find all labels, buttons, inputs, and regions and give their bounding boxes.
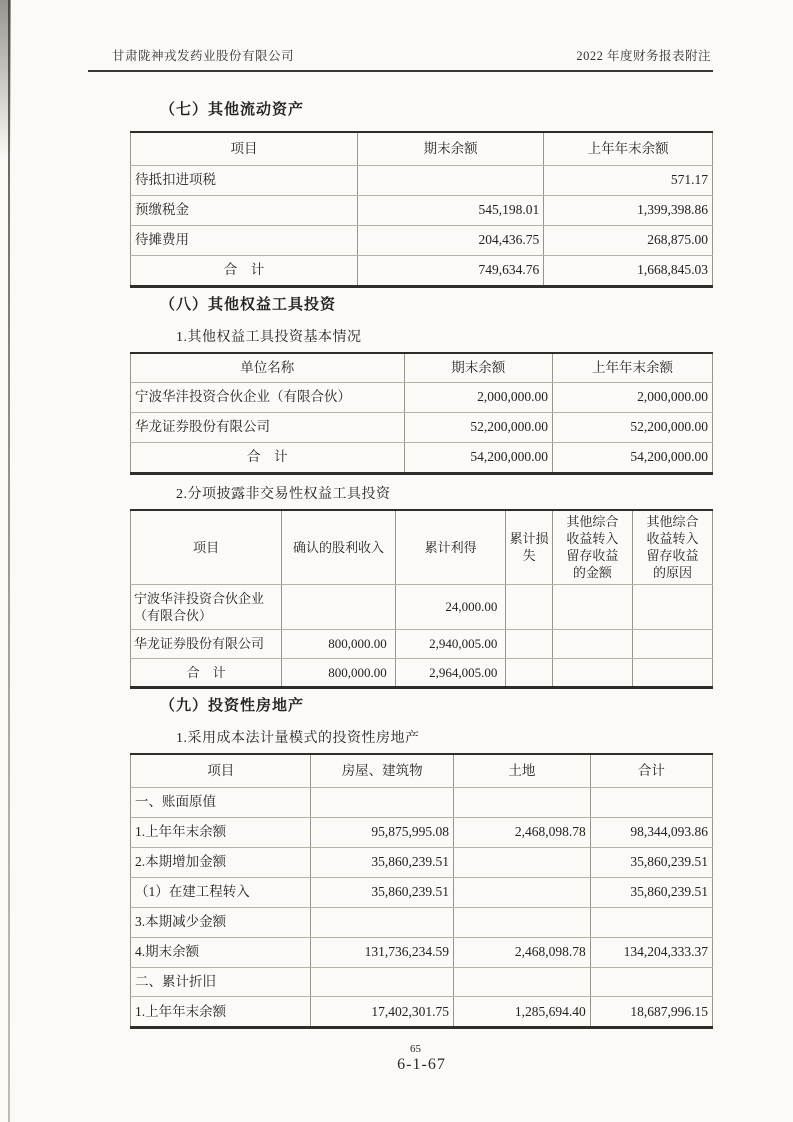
nontrading-equity-table	[130, 509, 713, 689]
cell-value: 749,634.76	[357, 255, 543, 286]
row-label: 1.上年年末余额	[131, 997, 311, 1028]
cell-value	[552, 584, 632, 630]
cell-value	[506, 584, 553, 630]
cell-value: 52,200,000.00	[552, 412, 712, 442]
table-row	[131, 584, 713, 630]
total-row	[131, 658, 713, 687]
cell-value: 2,468,098.78	[453, 937, 590, 967]
cell-value: 35,860,239.51	[590, 877, 712, 907]
table-row	[131, 382, 713, 412]
cell-value: 131,736,234.59	[311, 937, 454, 967]
cell-value	[311, 787, 454, 817]
row-label: 4.期末余额	[131, 937, 311, 967]
page-header	[88, 46, 713, 72]
other-current-assets-table	[130, 131, 713, 288]
table-header-row	[131, 754, 713, 787]
cell-value: 35,860,239.51	[311, 877, 454, 907]
cell-value	[311, 907, 454, 937]
cell-value: 204,436.75	[357, 225, 543, 255]
report-title: 2022 年度财务报表附注	[576, 49, 711, 63]
company-name: 甘肃陇神戎发药业股份有限公司	[112, 49, 295, 63]
row-label: 宁波华沣投资合伙企业（有限合伙）	[131, 584, 282, 630]
subsection-title-nontrading-equity: 2.分项披露非交易性权益工具投资	[176, 486, 391, 502]
column-header: 房屋、建筑物	[311, 754, 454, 787]
table-row	[131, 937, 713, 967]
cell-value: 2,468,098.78	[453, 817, 590, 847]
cell-value: 1,668,845.03	[544, 255, 713, 286]
section-title-other-equity-investments: （八）其他权益工具投资	[160, 296, 337, 313]
cell-value	[282, 584, 395, 630]
scan-corner-shadow	[0, 0, 11, 160]
cell-value	[632, 658, 712, 687]
table-header-row	[131, 132, 713, 165]
cell-value: 54,200,000.00	[552, 442, 712, 473]
cell-value: 35,860,239.51	[311, 847, 454, 877]
investment-property-table	[130, 753, 713, 1030]
row-label: 二、累计折旧	[131, 967, 311, 997]
row-label: 3.本期减少金额	[131, 907, 311, 937]
row-label: （1）在建工程转入	[131, 877, 311, 907]
cell-value	[506, 658, 553, 687]
row-label: 待抵扣进项税	[131, 165, 358, 195]
cell-value	[590, 967, 712, 997]
page-footer	[130, 1044, 713, 1074]
table-row	[131, 847, 713, 877]
row-label: 合 计	[131, 658, 282, 687]
cell-value: 2,000,000.00	[552, 382, 712, 412]
row-label: 华龙证券股份有限公司	[131, 412, 405, 442]
row-label: 合 计	[131, 255, 358, 286]
cell-value	[311, 967, 454, 997]
scan-edge-artifact	[8, 0, 10, 1122]
cell-value	[357, 165, 543, 195]
row-label: 合 计	[131, 442, 405, 473]
cell-value	[453, 967, 590, 997]
cell-value: 95,875,995.08	[311, 817, 454, 847]
cell-value: 2,964,005.00	[395, 658, 506, 687]
row-label: 待摊费用	[131, 225, 358, 255]
table-row	[131, 412, 713, 442]
table-row	[131, 787, 713, 817]
cell-value	[453, 787, 590, 817]
cell-value: 2,940,005.00	[395, 630, 506, 658]
table-row	[131, 997, 713, 1028]
table-header-row	[131, 510, 713, 585]
cell-value: 18,687,996.15	[590, 997, 712, 1028]
column-header: 土地	[453, 754, 590, 787]
cell-value: 545,198.01	[357, 195, 543, 225]
cell-value: 98,344,093.86	[590, 817, 712, 847]
cell-value: 2,000,000.00	[404, 382, 552, 412]
table-row	[131, 907, 713, 937]
row-label: 华龙证券股份有限公司	[131, 630, 282, 658]
column-header: 上年年末余额	[544, 132, 713, 165]
subsection-title-cost-method: 1.采用成本法计量模式的投资性房地产	[176, 730, 420, 746]
cell-value: 800,000.00	[282, 658, 395, 687]
cell-value	[632, 584, 712, 630]
row-label: 2.本期增加金额	[131, 847, 311, 877]
cell-value	[590, 787, 712, 817]
cell-value: 134,204,333.37	[590, 937, 712, 967]
column-header: 累计损失	[506, 510, 553, 585]
table-row	[131, 877, 713, 907]
column-header: 上年年末余额	[552, 353, 712, 382]
cell-value	[453, 907, 590, 937]
cell-value	[552, 630, 632, 658]
cell-value	[453, 847, 590, 877]
column-header: 其他综合收益转入留存收益的原因	[632, 510, 712, 585]
table-row	[131, 165, 713, 195]
column-header: 累计利得	[395, 510, 506, 585]
table-row	[131, 225, 713, 255]
table-header-row	[131, 353, 713, 382]
page-number: 6-1-67	[397, 1056, 446, 1073]
section-title-investment-property: （九）投资性房地产	[160, 697, 305, 714]
cell-value: 800,000.00	[282, 630, 395, 658]
cell-value	[590, 907, 712, 937]
column-header: 项目	[131, 510, 282, 585]
cell-value	[453, 877, 590, 907]
row-label: 一、账面原值	[131, 787, 311, 817]
cell-value: 24,000.00	[395, 584, 506, 630]
column-header: 确认的股利收入	[282, 510, 395, 585]
table-row	[131, 817, 713, 847]
table-row	[131, 195, 713, 225]
column-header: 单位名称	[131, 353, 405, 382]
column-header: 期末余额	[404, 353, 552, 382]
cell-value: 35,860,239.51	[590, 847, 712, 877]
column-header: 项目	[131, 132, 358, 165]
total-row	[131, 255, 713, 286]
subsection-title-basic-situation: 1.其他权益工具投资基本情况	[176, 329, 362, 345]
section-title-other-current-assets: （七）其他流动资产	[160, 102, 305, 118]
cell-value: 54,200,000.00	[404, 442, 552, 473]
total-row	[131, 442, 713, 473]
cell-value: 268,875.00	[544, 225, 713, 255]
cell-value: 1,399,398.86	[544, 195, 713, 225]
document-page	[112, 0, 713, 1029]
cell-value: 52,200,000.00	[404, 412, 552, 442]
row-label: 预缴税金	[131, 195, 358, 225]
table-row	[131, 630, 713, 658]
column-header: 合计	[590, 754, 712, 787]
page-number-stamp: 65	[410, 1043, 421, 1055]
table-row	[131, 967, 713, 997]
equity-investments-table	[130, 352, 713, 475]
cell-value: 1,285,694.40	[453, 997, 590, 1028]
cell-value: 571.17	[544, 165, 713, 195]
cell-value	[632, 630, 712, 658]
row-label: 宁波华沣投资合伙企业（有限合伙）	[131, 382, 405, 412]
column-header: 期末余额	[357, 132, 543, 165]
row-label: 1.上年年末余额	[131, 817, 311, 847]
column-header: 其他综合收益转入留存收益的金额	[552, 510, 632, 585]
column-header: 项目	[131, 754, 311, 787]
cell-value: 17,402,301.75	[311, 997, 454, 1028]
cell-value	[552, 658, 632, 687]
cell-value	[506, 630, 553, 658]
